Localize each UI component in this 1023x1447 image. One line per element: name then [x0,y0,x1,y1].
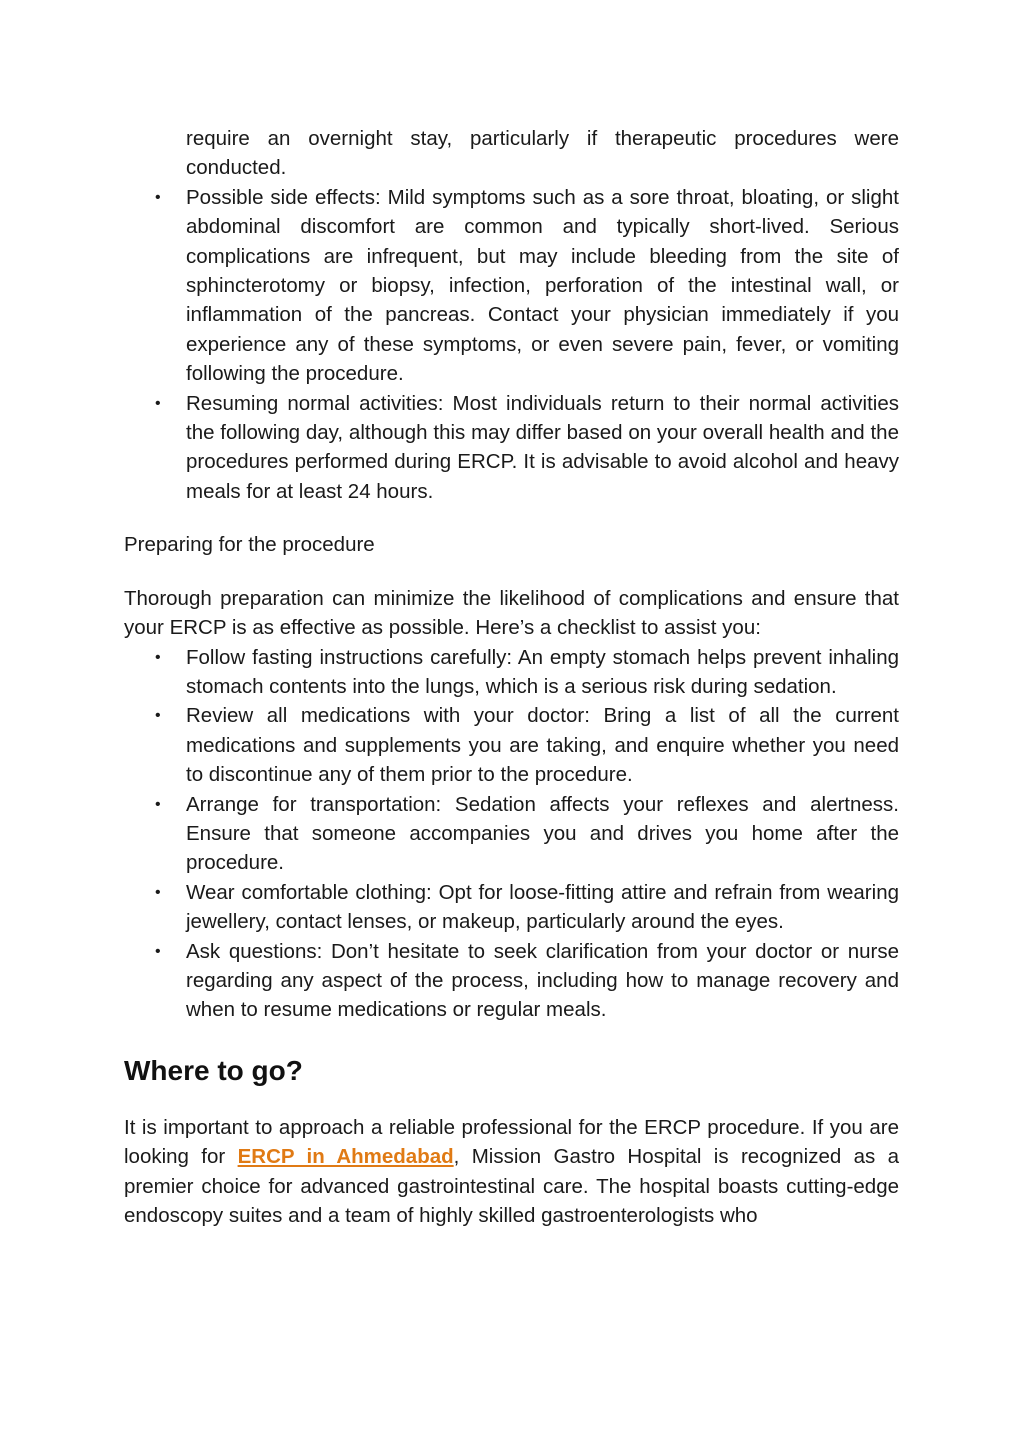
list-item: • Resuming normal activities: Most individuals return to their normal activities the following day, although this may differ based on your overall health and the procedures performed during ERCP. It is advisable to avoid alcohol and heavy meals for at least 24 hours. [186,389,899,507]
list-item: • Wear comfortable clothing: Opt for loose-fitting attire and refrain from wearing jewellery, contact lenses, or makeup, particularly around the eyes. [186,878,899,937]
preparation-intro: Thorough preparation can minimize the likelihood of complications and ensure that your ERCP is as effective as possible. Here’s a checklist to assist you: [124,586,899,640]
preparation-checklist [124,643,899,1025]
list-item: • Review all medications with your doctor: Bring a list of all the current medications and supplements you are taking, and enquire whether you need to discontinue any of them prior to the procedure. [186,701,899,789]
paragraph-text-before-link: It is important to approach a reliable professional for the ERCP procedure. If you are looking for [124,1115,899,1169]
where-to-go-heading: Where to go? [124,1054,303,1086]
list-item: • Ask questions: Don’t hesitate to seek clarification from your doctor or nurse regarding any aspect of the process, including how to manage recovery and when to resume medications or regular meals. [186,937,899,1025]
list-item: • Arrange for transportation: Sedation affects your reflexes and alertness. Ensure that someone accompanies you and drives you home after the procedure. [186,790,899,878]
paragraph-text-after-link: , Mission Gastro Hospital is recognized as a premier choice for advanced gastrointestinal care. The hospital boasts cutting-edge endoscopy suites and a team of highly skilled gastroenterologists who [124,1145,899,1227]
recovery-list [124,124,899,506]
ercp-ahmedabad-link[interactable]: ERCP in Ahmedabad [237,1145,454,1169]
where-to-go-paragraph [124,1113,899,1231]
list-item: require an overnight stay, particularly if therapeutic procedures were conducted. [186,127,899,180]
list-item: • Possible side effects: Mild symptoms such as a sore throat, bloating, or slight abdominal discomfort are common and typically short-lived. Serious complications are infrequent, but may include bleeding from the site of sphincterotomy or biopsy, infection, perforation of the intestinal wall, or inflammation of the pancreas. Contact your physician immediately if you experience any of these symptoms, or even severe pain, fever, or vomiting following the procedure. [186,183,899,389]
list-item: • Follow fasting instructions carefully: An empty stomach helps prevent inhaling stomach contents into the lungs, which is a serious risk during sedation. [186,643,899,702]
section-heading-preparing: Preparing for the procedure [124,533,375,557]
